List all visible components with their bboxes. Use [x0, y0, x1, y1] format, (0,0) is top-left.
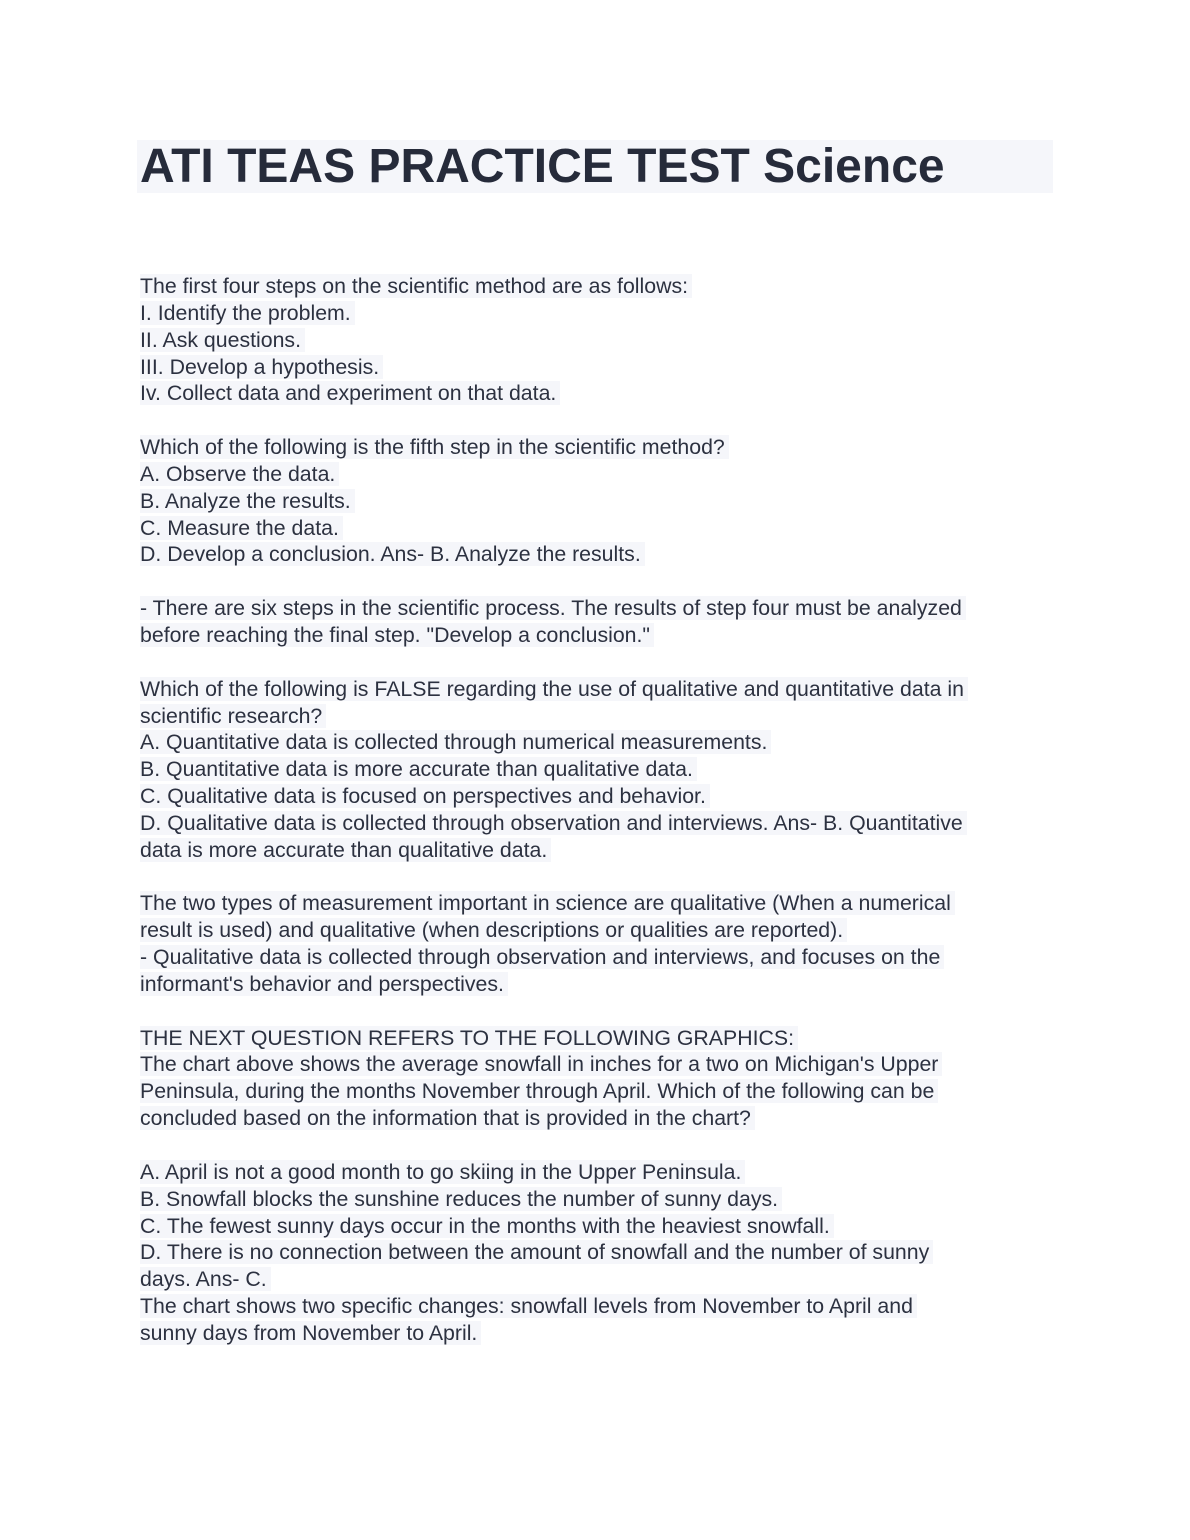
text-line-content: A. Quantitative data is collected through numerical measurements. [140, 730, 771, 754]
text-line-content: Peninsula, during the months November through April. Which of the following can be [140, 1079, 938, 1103]
text-line-content: The chart shows two specific changes: snowfall levels from November to April and [140, 1294, 917, 1318]
text-line-content: - There are six steps in the scientific process. The results of step four must be analyzed [140, 596, 966, 620]
document-body [140, 273, 1060, 1347]
text-line [140, 1078, 1060, 1105]
text-line [140, 703, 1060, 730]
text-line-content: informant's behavior and perspectives. [140, 972, 508, 996]
text-line [140, 1293, 1060, 1320]
text-line [140, 783, 1060, 810]
text-line-content: Iv. Collect data and experiment on that data. [140, 381, 560, 405]
text-line [140, 1266, 1060, 1293]
text-line [140, 488, 1060, 515]
text-line [140, 622, 1060, 649]
text-line-content: D. There is no connection between the amount of snowfall and the number of sunny [140, 1240, 933, 1264]
paragraph-gap [140, 1132, 1060, 1159]
text-line [140, 1213, 1060, 1240]
page-title: ATI TEAS PRACTICE TEST Science [140, 140, 945, 193]
text-line [140, 1159, 1060, 1186]
text-line-content: B. Analyze the results. [140, 489, 355, 513]
text-line-content: D. Develop a conclusion. Ans- B. Analyze the results. [140, 542, 645, 566]
text-line [140, 1320, 1060, 1347]
text-line-content: result is used) and qualitative (when descriptions or qualities are reported). [140, 918, 847, 942]
text-line-content: B. Quantitative data is more accurate than qualitative data. [140, 757, 697, 781]
text-line [140, 890, 1060, 917]
text-line-content: I. Identify the problem. [140, 301, 355, 325]
text-line-content: scientific research? [140, 704, 326, 728]
paragraph-gap [140, 568, 1060, 595]
paragraph-gap [140, 407, 1060, 434]
text-line-content: - Qualitative data is collected through observation and interviews, and focuses on the [140, 945, 944, 969]
text-line-content: B. Snowfall blocks the sunshine reduces the number of sunny days. [140, 1187, 782, 1211]
text-line-content: Which of the following is FALSE regarding the use of qualitative and quantitative data in [140, 677, 968, 701]
text-line-content: The chart above shows the average snowfall in inches for a two on Michigan's Upper [140, 1052, 942, 1076]
paragraph-gap [140, 649, 1060, 676]
text-line-content: D. Qualitative data is collected through observation and interviews. Ans- B. Quantitative [140, 811, 967, 835]
text-line-content: The first four steps on the scientific method are as follows: [140, 274, 692, 298]
text-line-content: before reaching the final step. "Develop a conclusion." [140, 623, 654, 647]
text-line-content: data is more accurate than qualitative data. [140, 838, 551, 862]
text-line-content: Which of the following is the fifth step in the scientific method? [140, 435, 729, 459]
text-line-content: THE NEXT QUESTION REFERS TO THE FOLLOWING GRAPHICS: [140, 1026, 798, 1050]
text-line [140, 595, 1060, 622]
text-line [140, 676, 1060, 703]
text-line-content: A. April is not a good month to go skiing in the Upper Peninsula. [140, 1160, 745, 1184]
text-line-content: concluded based on the information that is provided in the chart? [140, 1106, 755, 1130]
text-line-content: C. Measure the data. [140, 516, 343, 540]
text-line [140, 1239, 1060, 1266]
text-line [140, 541, 1060, 568]
text-line [140, 434, 1060, 461]
text-line [140, 1025, 1060, 1052]
paragraph-gap [140, 864, 1060, 891]
text-line [140, 354, 1060, 381]
text-line-content: A. Observe the data. [140, 462, 339, 486]
paragraph-gap [140, 998, 1060, 1025]
text-line [140, 380, 1060, 407]
text-line [140, 1051, 1060, 1078]
text-line-content: The two types of measurement important in science are qualitative (When a numerical [140, 891, 955, 915]
text-line [140, 273, 1060, 300]
text-line [140, 837, 1060, 864]
text-line [140, 971, 1060, 998]
text-line-content: C. The fewest sunny days occur in the months with the heaviest snowfall. [140, 1214, 834, 1238]
text-line [140, 327, 1060, 354]
text-line [140, 461, 1060, 488]
text-line [140, 1105, 1060, 1132]
text-line-content: C. Qualitative data is focused on perspectives and behavior. [140, 784, 710, 808]
text-line [140, 729, 1060, 756]
text-line-content: days. Ans- C. [140, 1267, 271, 1291]
text-line [140, 810, 1060, 837]
text-line [140, 917, 1060, 944]
text-line [140, 944, 1060, 971]
text-line [140, 1186, 1060, 1213]
text-line-content: II. Ask questions. [140, 328, 305, 352]
text-line [140, 756, 1060, 783]
text-line [140, 515, 1060, 542]
text-line [140, 300, 1060, 327]
text-line-content: sunny days from November to April. [140, 1321, 481, 1345]
text-line-content: III. Develop a hypothesis. [140, 355, 383, 379]
